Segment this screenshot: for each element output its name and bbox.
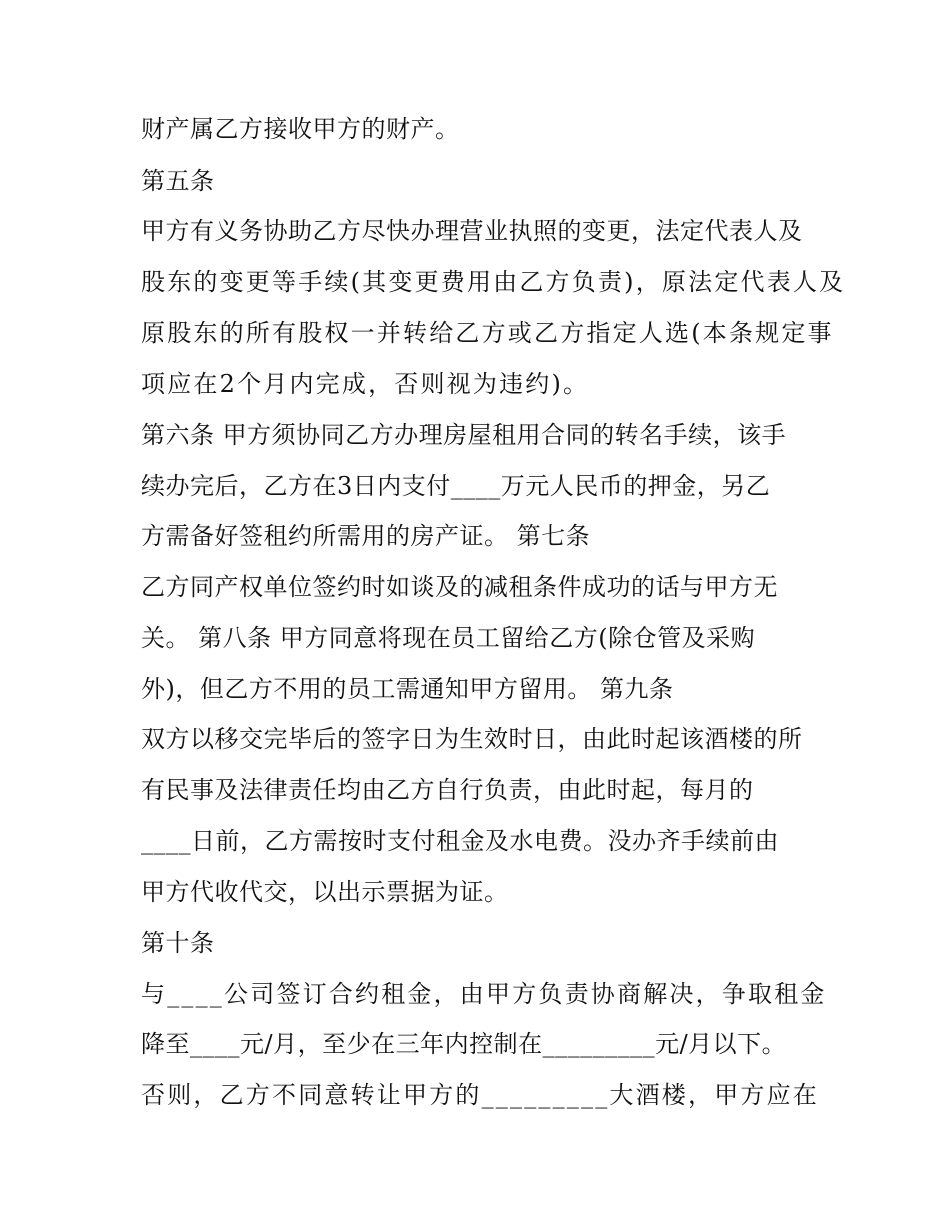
article-heading: 第十条 <box>141 929 215 957</box>
text-line: 双方以移交完毕后的签字日为生效时日，由此时起该酒楼的所 <box>141 725 803 753</box>
article-heading: 第五条 <box>141 167 215 195</box>
text-line: 外)，但乙方不用的员工需通知甲方留用。 第九条 <box>141 675 674 703</box>
text-line: 有民事及法律责任均由乙方自行负责，由此时起，每月的 <box>141 776 754 804</box>
text-line: 关。 第八条 甲方同意将现在员工留给乙方(除仓管及采购 <box>141 624 756 652</box>
text-line: 乙方同产权单位签约时如谈及的减租条件成功的话与甲方无 <box>141 573 778 601</box>
text-line: 原股东的所有股权一并转给乙方或乙方指定人选(本条规定事 <box>141 319 834 347</box>
text-line: 财产属乙方接收甲方的财产。 <box>141 115 460 143</box>
text-line: 续办完后，乙方在3日内支付____万元人民币的押金，另乙 <box>141 472 771 500</box>
text-line: 降至____元/月，至少在三年内控制在_________元/月以下。 <box>141 1030 787 1058</box>
text-line: 甲方有义务协助乙方尽快办理营业执照的变更，法定代表人及 <box>141 217 803 245</box>
text-line: 项应在2个月内完成，否则视为违约)。 <box>141 370 590 398</box>
text-line: ____日前，乙方需按时支付租金及水电费。没办齐手续前由 <box>141 827 779 855</box>
text-line: 与____公司签订合约租金，由甲方负责协商解决，争取租金 <box>141 980 827 1008</box>
text-line: 股东的变更等手续(其变更费用由乙方负责)，原法定代表人及 <box>141 268 846 296</box>
text-line: 第六条 甲方须协同乙方办理房屋租用合同的转名手续，该手 <box>141 421 787 449</box>
text-line: 否则，乙方不同意转让甲方的_________大酒楼，甲方应在 <box>141 1081 819 1109</box>
text-line: 甲方代收代交，以出示票据为证。 <box>141 878 509 906</box>
text-line: 方需备好签租约所需用的房产证。 第七条 <box>141 522 591 550</box>
